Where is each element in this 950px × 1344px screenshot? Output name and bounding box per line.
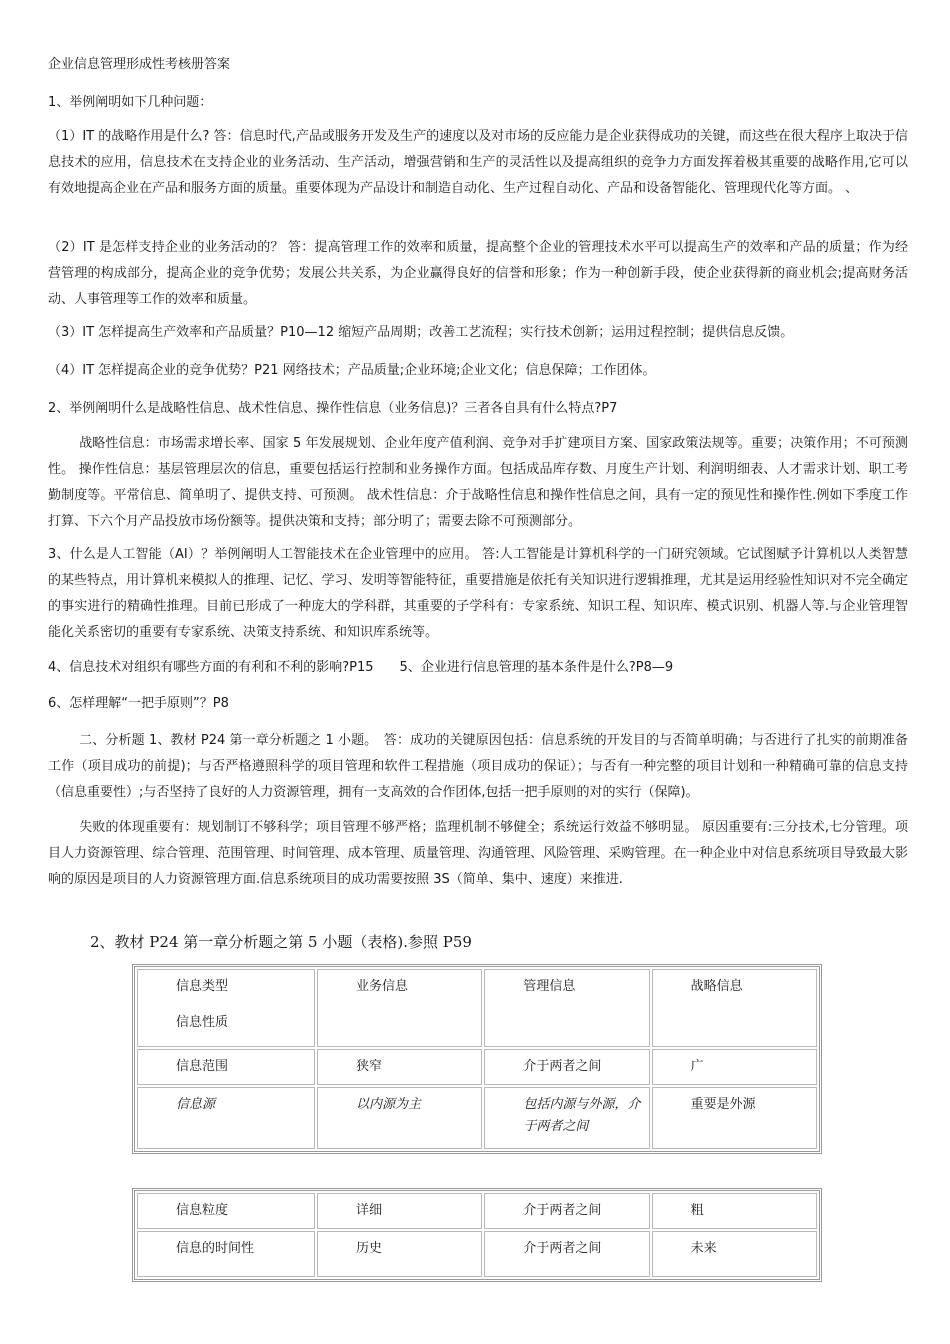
header-management-info: 管理信息 bbox=[484, 969, 649, 1047]
table-header-row bbox=[137, 969, 817, 1047]
q6-line: 6、怎样理解“一把手原则”？P8 bbox=[48, 696, 229, 711]
table-cell: 包括内源与外源，介于两者之间 bbox=[484, 1087, 649, 1149]
q2-body: 战略性信息：市场需求增长率、国家 5 年发展规划、企业年度产值利润、竞争对手扩建项目方案、国家政策法规等。重要；决策作用；不可预测性。 操作性信息：基层管理层次的信息，重要包括运行控制和业务操作方面。包括成品库存数、月度生产计划、利润明细表、人才需求计划、职工考勤制度等。平常信息、简单明了、提供支持、可预测。 战术性信息：介于战略性信息和操作性信息之间，具有一定的预见性和操作性.例如下季度工作打算、下六个月产品投放市场份额等。提供决策和支持；部分明了；需要去除不可预测部分。 bbox=[48, 436, 908, 529]
q4-q5-line: 4、信息技术对组织有哪些方面的有利和不利的影响?P15 5、企业进行信息管理的基本条件是什么?P8—9 bbox=[48, 660, 674, 675]
table-cell: 广 bbox=[652, 1049, 817, 1085]
table-row bbox=[137, 1231, 817, 1277]
table-cell: 重要是外源 bbox=[652, 1087, 817, 1149]
q1-paragraph-2: （2）IT 是怎样支持企业的业务活动的？ 答：提高管理工作的效率和质量，提高整个企业的管理技术水平可以提高生产的效率和产品的质量；作为经营管理的构成部分，提高企业的竞争优势；发展公共关系，为企业赢得良好的信誉和形象；作为一种创新手段，使企业获得新的商业机会;提高财务活动、人事管理等工作的效率和质量。 bbox=[48, 240, 908, 307]
table-cell: 信息粒度 bbox=[137, 1193, 315, 1229]
info-comparison-table-2 bbox=[132, 1188, 822, 1282]
info-comparison-table-1 bbox=[132, 964, 822, 1154]
table-cell: 介于两者之间 bbox=[484, 1193, 649, 1229]
table-cell: 信息范围 bbox=[137, 1049, 315, 1085]
table-header-cell bbox=[137, 969, 315, 1047]
analysis-heading-2: 2、教材 P24 第一章分析题之第 5 小题（表格).参照 P59 bbox=[90, 933, 472, 951]
q1-paragraph-3: （3）IT 怎样提高生产效率和产品质量？P10—12 缩短产品周期；改善工艺流程；实行技术创新；运用过程控制；提供信息反馈。 bbox=[48, 325, 794, 340]
table-cell: 介于两者之间 bbox=[484, 1231, 649, 1277]
header-info-type: 信息类型 bbox=[176, 979, 229, 994]
table-cell: 粗 bbox=[652, 1193, 817, 1229]
header-info-nature: 信息性质 bbox=[176, 1015, 229, 1030]
table-cell: 详细 bbox=[317, 1193, 482, 1229]
table-cell: 信息的时间性 bbox=[137, 1231, 315, 1277]
q1-paragraph-1: （1）IT 的战略作用是什么? 答：信息时代,产品或服务开发及生产的速度以及对市场的反应能力是企业获得成功的关键，而这些在很大程序上取决于信息技术的应用，信息技术在支持企业的业务活动、生产活动，增强营销和生产的灵活性以及提高组织的竞争力方面发挥着极其重要的战略作用,它可以有效地提高企业在产品和服务方面的质量。重要体现为产品设计和制造自动化、生产过程自动化、产品和设备智能化、管理现代化等方面。 、 bbox=[48, 129, 908, 196]
table-cell: 未来 bbox=[652, 1231, 817, 1277]
table-cell: 历史 bbox=[317, 1231, 482, 1277]
table-cell: 介于两者之间 bbox=[484, 1049, 649, 1085]
q2-heading: 2、举例阐明什么是战略性信息、战术性信息、操作性信息（业务信息)？三者各自具有什么特点?P7 bbox=[48, 401, 618, 416]
analysis-paragraph-2: 失败的体现重要有：规划制订不够科学；项目管理不够严格；监理机制不够健全；系统运行效益不够明显。 原因重要有:三分技术,七分管理。项目人力资源管理、综合管理、范围管理、时间管理、成本管理、质量管理、沟通管理、风险管理、采购管理。在一种企业中对信息系统项目导致最大影响的原因是项目的人力资源管理方面.信息系统项目的成功需要按照 3S（简单、集中、速度）来推进. bbox=[48, 820, 908, 887]
q1-heading: 1、举例阐明如下几种问题： bbox=[48, 95, 213, 110]
table-row bbox=[137, 1193, 817, 1229]
document-title: 企业信息管理形成性考核册答案 bbox=[48, 57, 231, 72]
header-business-info: 业务信息 bbox=[317, 969, 482, 1047]
table-cell: 狭窄 bbox=[317, 1049, 482, 1085]
table-row bbox=[137, 1049, 817, 1085]
table-row bbox=[137, 1087, 817, 1149]
table-cell: 信息源 bbox=[137, 1087, 315, 1149]
header-strategic-info: 战略信息 bbox=[652, 969, 817, 1047]
q3-paragraph: 3、什么是人工智能（AI）？举例阐明人工智能技术在企业管理中的应用。 答:人工智能是计算机科学的一门研究领域。它试图赋予计算机以人类智慧的某些特点，用计算机来模拟人的推理、记忆、学习、发明等智能特征，重要措施是依托有关知识进行逻辑推理，尤其是运用经验性知识对不完全确定的事实进行的精确性推理。目前已形成了一种庞大的学科群，其重要的子学科有：专家系统、知识工程、知识库、模式识别、机器人等.与企业管理智能化关系密切的重要有专家系统、决策支持系统、和知识库系统等。 bbox=[48, 547, 908, 640]
analysis-paragraph-1: 二、分析题 1、教材 P24 第一章分析题之 1 小题。 答：成功的关键原因包括：信息系统的开发目的与否简单明确；与否进行了扎实的前期准备工作（项目成功的前提)；与否严格遵照科学的项目管理和软件工程措施（项目成功的保证）；与否有一种完整的项目计划和一种精确可靠的信息支持（信息重要性）;与否坚持了良好的人力资源管理，拥有一支高效的合作团体,包括一把手原则的对的实行（保障)。 bbox=[48, 733, 908, 800]
q1-paragraph-4: （4）IT 怎样提高企业的竞争优势？P21 网络技术；产品质量;企业环境;企业文化；信息保障；工作团体。 bbox=[48, 363, 656, 378]
table-cell: 以内源为主 bbox=[317, 1087, 482, 1149]
